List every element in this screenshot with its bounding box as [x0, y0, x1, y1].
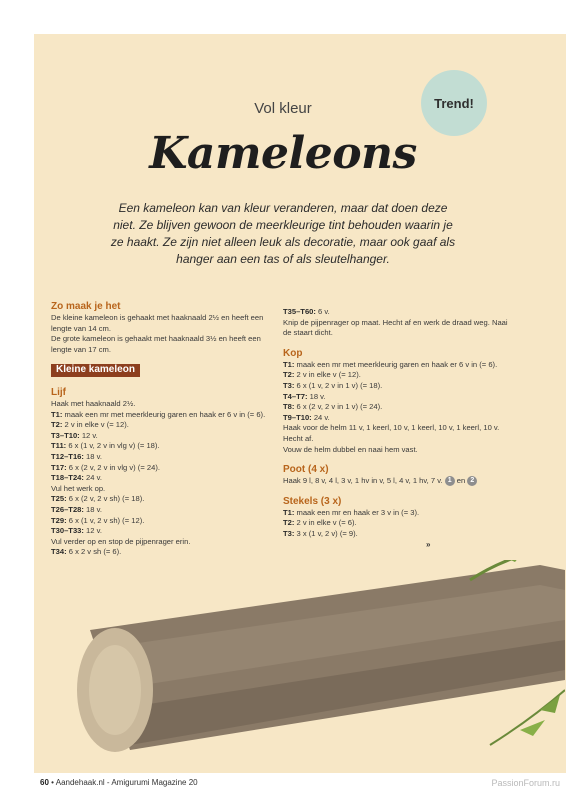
round-label: T30–T33:	[51, 526, 84, 536]
poot-text: Haak 9 l, 8 v, 4 l, 3 v, 1 hv in v, 5 l, 4 v, 1 hv, 7 v.	[283, 476, 443, 486]
step-badge-1: 1	[445, 476, 455, 486]
round-label: T3:	[283, 380, 295, 390]
instruction-row	[51, 505, 271, 516]
step-badge-2: 2	[467, 476, 477, 486]
footer-bullet: •	[51, 778, 54, 787]
round-label: T1:	[51, 409, 63, 419]
round-label: T1:	[283, 507, 295, 517]
instruction-row	[51, 452, 271, 463]
round-label: T29:	[51, 515, 67, 525]
round-text: 6 x (2 v, 2 v sh) (= 18).	[66, 494, 145, 504]
poot-and: en	[456, 476, 466, 486]
round-text: 6 v.	[315, 307, 330, 316]
instruction-row	[283, 529, 518, 540]
section-box-kleine-kameleon: Kleine kameleon	[51, 364, 140, 377]
round-text: 2 v in elke v (= 6).	[294, 518, 357, 528]
instruction-row	[51, 526, 271, 537]
instruction-row	[51, 441, 271, 452]
left-column	[51, 297, 271, 558]
tail-rows	[283, 307, 518, 339]
instruction-row	[51, 399, 271, 410]
round-text: Vouw de helm dubbel en naai hem vast.	[283, 444, 418, 454]
stekels-rows	[283, 508, 518, 540]
instruction-row	[283, 370, 518, 381]
instruction-row	[51, 484, 271, 495]
lijf-rows	[51, 399, 271, 558]
instruction-row	[283, 402, 518, 413]
footer-source: Aandehaak.nl - Amigurumi Magazine 20	[55, 778, 198, 787]
instruction-row	[51, 410, 271, 421]
round-label: T35–T60:	[283, 307, 316, 316]
round-label: T2:	[283, 518, 295, 528]
round-text: 3 x (1 v, 2 v) (= 9).	[294, 528, 358, 538]
round-text: maak een mr met meerkleurig garen en haak er 6 v in (= 6).	[294, 359, 498, 369]
page-title: Kameleons	[149, 128, 417, 179]
instruction-row	[283, 423, 518, 434]
round-text: Haak met haaknaald 2½.	[51, 398, 136, 408]
poot-line	[283, 476, 518, 487]
wooden-branch-image	[70, 560, 565, 755]
howto-line: De grote kameleon is gehaakt met haaknaald 3½ en heeft een lengte van 17 cm.	[51, 334, 261, 354]
intro-text: Een kameleon kan van kleur veranderen, maar dat doen deze niet. Ze blijven gewoon de meerkleurige tint behouden waarin je ze haakt. Ze zijn niet alleen leuk als decoratie, maar ook gaaf als hanger aan een tas of als sleutelhanger.	[110, 201, 456, 266]
round-text: Haak voor de helm 11 v, 1 keerl, 10 v, 1 keerl, 10 v, 1 keerl, 10 v.	[283, 423, 500, 433]
round-label: T12–T16:	[51, 451, 84, 461]
round-text: 18 v.	[307, 391, 326, 401]
round-text: 12 v.	[79, 430, 98, 440]
round-label: T3:	[283, 528, 295, 538]
instruction-row	[283, 434, 518, 445]
instruction-row	[51, 420, 271, 431]
instruction-row	[283, 413, 518, 424]
round-label: T2:	[283, 370, 295, 380]
footer	[40, 778, 198, 787]
round-label: T34:	[51, 547, 67, 557]
instruction-row	[51, 494, 271, 505]
poot-heading: Poot (4 x)	[283, 464, 329, 476]
round-label: T8:	[283, 402, 295, 412]
round-text: Knip de pijpenrager op maat. Hecht af en werk de draad weg. Naai de staart dicht.	[283, 317, 508, 338]
instruction-row	[283, 518, 518, 529]
howto-heading: Zo maak je het	[51, 301, 121, 312]
instruction-row	[51, 537, 271, 548]
round-label: T3–T10:	[51, 430, 80, 440]
round-text: 6 x (1 v, 2 v in 1 v) (= 18).	[294, 380, 383, 390]
round-text: Hecht af.	[283, 433, 314, 443]
instruction-row	[51, 473, 271, 484]
round-text: 6 x (2 v, 2 v in vlg v) (= 24).	[66, 462, 160, 472]
round-text: 18 v.	[83, 451, 102, 461]
instruction-row	[283, 392, 518, 403]
round-text: Vul het werk op.	[51, 483, 106, 493]
round-text: 6 x (2 v, 2 v in 1 v) (= 24).	[294, 402, 383, 412]
round-label: T4–T7:	[283, 391, 308, 401]
kicker: Vol kleur	[254, 100, 312, 117]
round-label: T2:	[51, 420, 63, 430]
kop-rows	[283, 360, 518, 455]
round-label: T25:	[51, 494, 67, 504]
instruction-row	[283, 508, 518, 519]
round-text: maak een mr met meerkleurig garen en haak er 6 v in (= 6).	[62, 409, 266, 419]
round-label: T1:	[283, 359, 295, 369]
round-text: 24 v.	[83, 473, 102, 483]
instruction-row	[283, 307, 518, 318]
round-text: 2 v in elke v (= 12).	[62, 420, 129, 430]
round-text: Vul verder op en stop de pijpenrager erin.	[51, 536, 191, 546]
round-text: 6 x (1 v, 2 v in vlg v) (= 18).	[66, 441, 160, 451]
instruction-row	[51, 516, 271, 527]
round-text: 12 v.	[83, 526, 102, 536]
round-text: 2 v in elke v (= 12).	[294, 370, 361, 380]
round-text: 6 x 2 v sh (= 6).	[66, 547, 122, 557]
instruction-row	[51, 463, 271, 474]
round-text: 18 v.	[83, 504, 102, 514]
kop-heading: Kop	[283, 347, 303, 359]
round-label: T17:	[51, 462, 67, 472]
lijf-heading: Lijf	[51, 386, 66, 398]
round-label: T9–T10:	[283, 412, 312, 422]
howto-line: De kleine kameleon is gehaakt met haaknaald 2½ en heeft een lengte van 14 cm.	[51, 313, 264, 333]
right-column	[283, 307, 518, 540]
watermark: PassionForum.ru	[491, 778, 560, 788]
trend-label: Trend!	[434, 95, 474, 111]
stekels-heading: Stekels (3 x)	[283, 495, 342, 507]
round-label: T11:	[51, 441, 67, 451]
instruction-row	[283, 360, 518, 371]
instruction-row	[283, 318, 518, 339]
instruction-row	[51, 547, 271, 558]
round-label: T18–T24:	[51, 473, 84, 483]
round-text: 24 v.	[311, 412, 330, 422]
page-number: 60	[40, 778, 49, 787]
round-text: maak een mr en haak er 3 v in (= 3).	[294, 507, 420, 517]
instruction-row	[51, 431, 271, 442]
continue-arrow: »	[426, 540, 431, 549]
round-label: T26–T28:	[51, 504, 84, 514]
instruction-row	[283, 381, 518, 392]
round-text: 6 x (1 v, 2 v sh) (= 12).	[66, 515, 145, 525]
instruction-row	[283, 445, 518, 456]
